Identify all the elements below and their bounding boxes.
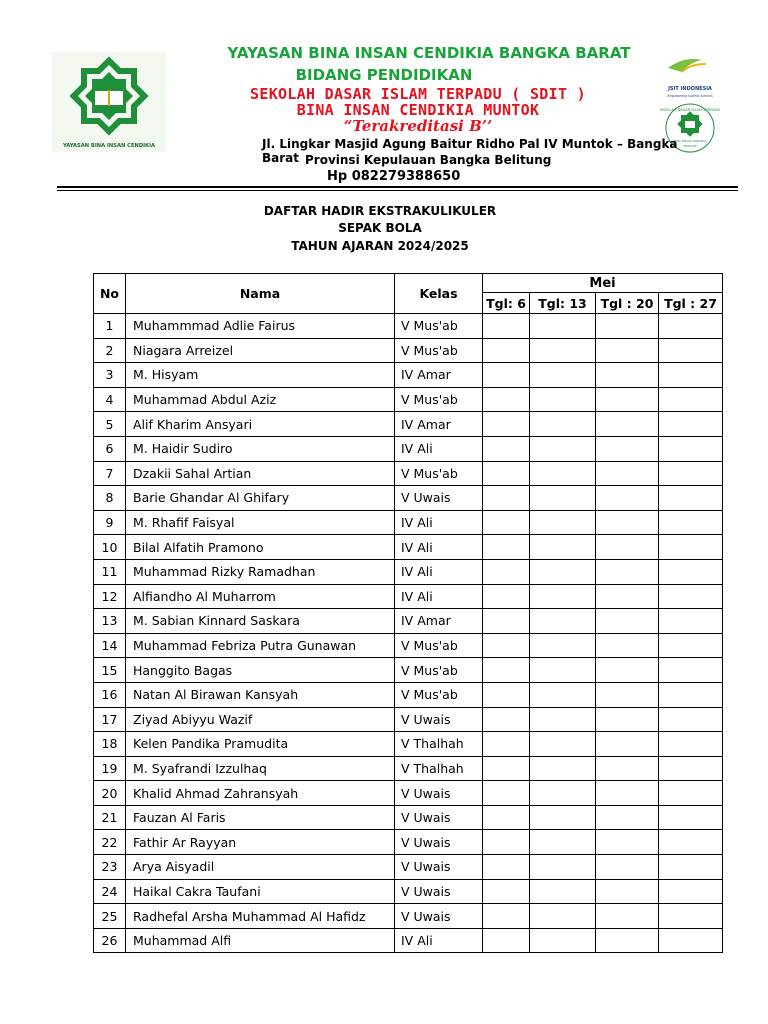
attendance-cell[interactable] [596, 609, 659, 634]
student-class: IV Ali [395, 436, 483, 461]
attendance-cell[interactable] [530, 928, 596, 953]
attendance-cell[interactable] [483, 461, 530, 486]
attendance-cell[interactable] [596, 928, 659, 953]
attendance-cell[interactable] [596, 633, 659, 658]
attendance-cell[interactable] [530, 363, 596, 388]
attendance-cell[interactable] [596, 486, 659, 511]
attendance-cell[interactable] [483, 314, 530, 339]
attendance-cell[interactable] [659, 855, 723, 880]
attendance-cell[interactable] [483, 682, 530, 707]
attendance-cell[interactable] [483, 633, 530, 658]
attendance-cell[interactable] [483, 559, 530, 584]
date-header: Tgl: 13 [530, 293, 596, 314]
table-row [94, 584, 723, 609]
attendance-cell[interactable] [596, 904, 659, 929]
attendance-cell[interactable] [530, 412, 596, 437]
student-class: V Uwais [395, 830, 483, 855]
row-number: 20 [94, 781, 126, 806]
table-row [94, 756, 723, 781]
row-number: 9 [94, 510, 126, 535]
logo-ring-text: SEKOLAH DASAR ISLAM TERPADU [660, 108, 720, 112]
student-name: M. Hisyam [126, 363, 395, 388]
row-number: 1 [94, 314, 126, 339]
school-name-line2: BINA INSAN CENDIKIA MUNTOK [296, 101, 540, 119]
attendance-cell[interactable] [530, 584, 596, 609]
attendance-cell[interactable] [483, 486, 530, 511]
attendance-cell[interactable] [596, 510, 659, 535]
attendance-cell[interactable] [530, 486, 596, 511]
attendance-cell[interactable] [596, 682, 659, 707]
attendance-cell[interactable] [530, 855, 596, 880]
attendance-cell[interactable] [530, 756, 596, 781]
attendance-cell[interactable] [659, 363, 723, 388]
row-number: 18 [94, 732, 126, 757]
doc-year: TAHUN AJARAN 2024/2025 [291, 239, 469, 253]
student-name: Alif Kharim Ansyari [126, 412, 395, 437]
attendance-cell[interactable] [530, 732, 596, 757]
attendance-cell[interactable] [483, 510, 530, 535]
attendance-cell[interactable] [596, 732, 659, 757]
attendance-cell[interactable] [483, 756, 530, 781]
jsit-sub: Empowering Islamic Schools [667, 94, 713, 98]
student-class: V Uwais [395, 855, 483, 880]
student-name: Kelen Pandika Pramudita [126, 732, 395, 757]
table-row [94, 928, 723, 953]
student-name: Muhammad Febriza Putra Gunawan [126, 633, 395, 658]
student-name: Dzakii Sahal Artian [126, 461, 395, 486]
student-name: Alfiandho Al Muharrom [126, 584, 395, 609]
attendance-cell[interactable] [530, 535, 596, 560]
table-row [94, 486, 723, 511]
row-number: 10 [94, 535, 126, 560]
doc-subtitle: SEPAK BOLA [338, 221, 422, 235]
row-number: 11 [94, 559, 126, 584]
attendance-cell[interactable] [659, 928, 723, 953]
table-row [94, 461, 723, 486]
table-row [94, 363, 723, 388]
attendance-cell[interactable] [483, 805, 530, 830]
attendance-cell[interactable] [659, 436, 723, 461]
row-number: 22 [94, 830, 126, 855]
attendance-cell[interactable] [530, 338, 596, 363]
student-name: M. Rhafif Faisyal [126, 510, 395, 535]
table-row [94, 855, 723, 880]
table-row [94, 633, 723, 658]
date-header: Tgl : 27 [659, 293, 723, 314]
student-name: M. Syafrandi Izzulhaq [126, 756, 395, 781]
attendance-cell[interactable] [596, 855, 659, 880]
attendance-cell[interactable] [530, 830, 596, 855]
col-nama-header: Nama [126, 274, 395, 314]
attendance-cell[interactable] [659, 535, 723, 560]
table-row [94, 436, 723, 461]
attendance-cell[interactable] [483, 658, 530, 683]
student-class: V Mus'ab [395, 461, 483, 486]
attendance-cell[interactable] [530, 559, 596, 584]
attendance-cell[interactable] [659, 879, 723, 904]
student-name: Muhammad Rizky Ramadhan [126, 559, 395, 584]
col-no-header: No [94, 274, 126, 314]
attendance-cell[interactable] [530, 436, 596, 461]
row-number: 12 [94, 584, 126, 609]
attendance-table [93, 273, 723, 953]
phone: Hp 082279388650 [327, 169, 461, 184]
logo-city-text: MUNTOK [683, 144, 697, 148]
attendance-cell[interactable] [659, 633, 723, 658]
attendance-cell[interactable] [596, 461, 659, 486]
attendance-cell[interactable] [596, 658, 659, 683]
row-number: 16 [94, 682, 126, 707]
student-name: Fauzan Al Faris [126, 805, 395, 830]
student-class: V Mus'ab [395, 682, 483, 707]
student-class: IV Amar [395, 363, 483, 388]
student-class: IV Ali [395, 510, 483, 535]
row-number: 6 [94, 436, 126, 461]
attendance-cell[interactable] [596, 559, 659, 584]
table-row [94, 535, 723, 560]
attendance-rows [94, 314, 723, 953]
student-name: Radhefal Arsha Muhammad Al Hafidz [126, 904, 395, 929]
header-divider [57, 186, 738, 188]
student-name: M. Haidir Sudiro [126, 436, 395, 461]
school-name-line1: SEKOLAH DASAR ISLAM TERPADU ( SDIT ) [250, 85, 586, 103]
row-number: 24 [94, 879, 126, 904]
attendance-cell[interactable] [596, 314, 659, 339]
row-number: 13 [94, 609, 126, 634]
student-name: Khalid Ahmad Zahransyah [126, 781, 395, 806]
col-kelas-header: Kelas [395, 274, 483, 314]
attendance-cell[interactable] [659, 805, 723, 830]
attendance-cell[interactable] [659, 658, 723, 683]
attendance-cell[interactable] [596, 756, 659, 781]
attendance-cell[interactable] [596, 830, 659, 855]
student-class: IV Amar [395, 412, 483, 437]
header-divider-thin [57, 190, 738, 191]
attendance-cell[interactable] [530, 658, 596, 683]
student-class: IV Ali [395, 584, 483, 609]
attendance-cell[interactable] [659, 756, 723, 781]
attendance-cell[interactable] [659, 707, 723, 732]
table-row [94, 879, 723, 904]
student-name: Muhammad Alfi [126, 928, 395, 953]
student-name: Hanggito Bagas [126, 658, 395, 683]
attendance-cell[interactable] [659, 830, 723, 855]
student-name: Haikal Cakra Taufani [126, 879, 395, 904]
student-class: IV Ali [395, 559, 483, 584]
attendance-cell[interactable] [659, 461, 723, 486]
student-class: IV Amar [395, 609, 483, 634]
attendance-cell[interactable] [596, 535, 659, 560]
student-class: V Mus'ab [395, 314, 483, 339]
attendance-cell[interactable] [530, 682, 596, 707]
student-class: V Uwais [395, 879, 483, 904]
table-row [94, 559, 723, 584]
attendance-cell[interactable] [596, 707, 659, 732]
student-name: Barie Ghandar Al Ghifary [126, 486, 395, 511]
row-number: 25 [94, 904, 126, 929]
attendance-cell[interactable] [659, 338, 723, 363]
attendance-cell[interactable] [530, 805, 596, 830]
row-number: 5 [94, 412, 126, 437]
student-class: V Thalhah [395, 756, 483, 781]
row-number: 21 [94, 805, 126, 830]
student-class: V Mus'ab [395, 658, 483, 683]
row-number: 17 [94, 707, 126, 732]
student-name: Muhammad Abdul Aziz [126, 387, 395, 412]
table-row [94, 412, 723, 437]
attendance-cell[interactable] [659, 609, 723, 634]
attendance-cell[interactable] [596, 584, 659, 609]
attendance-cell[interactable] [596, 338, 659, 363]
attendance-cell[interactable] [530, 510, 596, 535]
student-class: V Mus'ab [395, 338, 483, 363]
table-row [94, 387, 723, 412]
student-name: Ziyad Abiyyu Wazif [126, 707, 395, 732]
attendance-cell[interactable] [483, 707, 530, 732]
division-name: BIDANG PENDIDIKAN [295, 66, 473, 84]
attendance-cell[interactable] [659, 387, 723, 412]
row-number: 2 [94, 338, 126, 363]
attendance-cell[interactable] [483, 781, 530, 806]
attendance-cell[interactable] [659, 412, 723, 437]
attendance-cell[interactable] [596, 387, 659, 412]
table-row [94, 658, 723, 683]
attendance-cell[interactable] [596, 879, 659, 904]
address: Jl. Lingkar Masjid Agung Baitur Ridho Pal IV Muntok – Bangka Barat [262, 137, 678, 165]
student-class: V Uwais [395, 781, 483, 806]
student-class: V Uwais [395, 707, 483, 732]
date-header: Tgl : 20 [596, 293, 659, 314]
attendance-cell[interactable] [659, 510, 723, 535]
attendance-cell[interactable] [483, 338, 530, 363]
logo-bottom-text: BINA INSAN CENDIKIA [673, 139, 707, 143]
row-number: 19 [94, 756, 126, 781]
table-row [94, 609, 723, 634]
attendance-cell[interactable] [483, 584, 530, 609]
attendance-cell[interactable] [483, 535, 530, 560]
row-number: 15 [94, 658, 126, 683]
attendance-cell[interactable] [483, 904, 530, 929]
attendance-cell[interactable] [596, 363, 659, 388]
student-name: M. Sabian Kinnard Saskara [126, 609, 395, 634]
attendance-cell[interactable] [659, 584, 723, 609]
jsit-label: JSIT INDONESIA [668, 86, 712, 92]
attendance-cell[interactable] [530, 387, 596, 412]
accreditation: “Terakreditasi B’’ [343, 117, 493, 135]
row-number: 14 [94, 633, 126, 658]
attendance-cell[interactable] [530, 879, 596, 904]
table-row [94, 732, 723, 757]
table-row [94, 682, 723, 707]
province: Provinsi Kepulauan Bangka Belitung [305, 153, 552, 167]
attendance-cell[interactable] [483, 609, 530, 634]
attendance-cell[interactable] [483, 412, 530, 437]
doc-title: DAFTAR HADIR EKSTRAKULIKULER [263, 204, 497, 218]
student-class: V Uwais [395, 805, 483, 830]
table-row [94, 338, 723, 363]
student-name: Natan Al Birawan Kansyah [126, 682, 395, 707]
table-row [94, 904, 723, 929]
attendance-cell[interactable] [659, 732, 723, 757]
attendance-cell[interactable] [659, 314, 723, 339]
attendance-cell[interactable] [530, 314, 596, 339]
student-class: V Mus'ab [395, 633, 483, 658]
attendance-cell[interactable] [659, 904, 723, 929]
attendance-cell[interactable] [659, 682, 723, 707]
table-row [94, 781, 723, 806]
row-number: 7 [94, 461, 126, 486]
student-class: IV Ali [395, 535, 483, 560]
student-class: V Uwais [395, 486, 483, 511]
table-row [94, 510, 723, 535]
table-row [94, 805, 723, 830]
month-header: Mei [483, 274, 723, 293]
attendance-cell[interactable] [530, 904, 596, 929]
attendance-cell[interactable] [530, 633, 596, 658]
student-name: Muhammmad Adlie Fairus [126, 314, 395, 339]
logo-caption: YAYASAN BINA INSAN CENDIKIA [62, 143, 156, 149]
row-number: 23 [94, 855, 126, 880]
student-class: IV Ali [395, 928, 483, 953]
attendance-cell[interactable] [530, 707, 596, 732]
attendance-cell[interactable] [530, 781, 596, 806]
attendance-cell[interactable] [659, 486, 723, 511]
table-row [94, 314, 723, 339]
student-name: Niagara Arreizel [126, 338, 395, 363]
row-number: 26 [94, 928, 126, 953]
attendance-cell[interactable] [530, 609, 596, 634]
attendance-cell[interactable] [483, 387, 530, 412]
attendance-cell[interactable] [483, 928, 530, 953]
student-name: Arya Aisyadil [126, 855, 395, 880]
attendance-cell[interactable] [483, 879, 530, 904]
attendance-cell[interactable] [659, 559, 723, 584]
student-class: V Uwais [395, 904, 483, 929]
attendance-cell[interactable] [659, 781, 723, 806]
attendance-cell[interactable] [596, 805, 659, 830]
date-header: Tgl: 6 [483, 293, 530, 314]
attendance-cell[interactable] [483, 855, 530, 880]
attendance-cell[interactable] [483, 732, 530, 757]
foundation-name: YAYASAN BINA INSAN CENDIKIA BANGKA BARAT [227, 44, 631, 62]
attendance-cell[interactable] [596, 781, 659, 806]
attendance-cell[interactable] [483, 363, 530, 388]
attendance-cell[interactable] [530, 461, 596, 486]
attendance-cell[interactable] [483, 436, 530, 461]
student-name: Fathir Ar Rayyan [126, 830, 395, 855]
student-class: V Thalhah [395, 732, 483, 757]
row-number: 3 [94, 363, 126, 388]
student-class: V Mus'ab [395, 387, 483, 412]
row-number: 8 [94, 486, 126, 511]
attendance-cell[interactable] [483, 830, 530, 855]
attendance-cell[interactable] [596, 436, 659, 461]
table-row [94, 707, 723, 732]
table-row [94, 830, 723, 855]
attendance-cell[interactable] [596, 412, 659, 437]
student-name: Bilal Alfatih Pramono [126, 535, 395, 560]
row-number: 4 [94, 387, 126, 412]
